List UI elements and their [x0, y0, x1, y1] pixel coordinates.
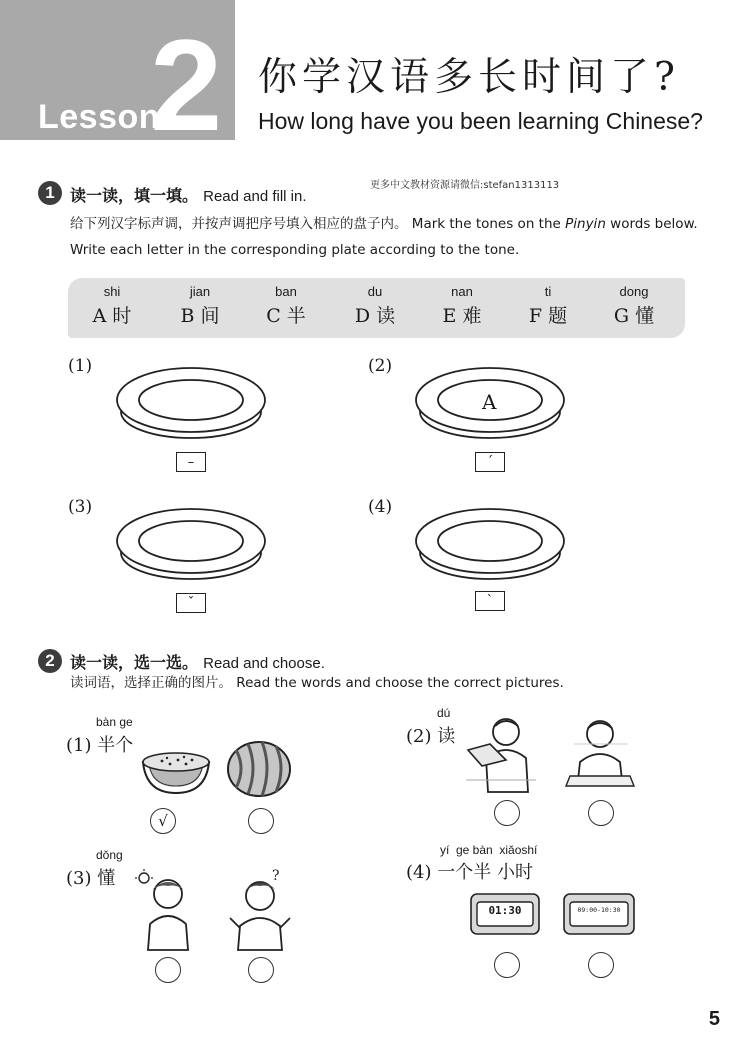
boy-reading-icon [462, 714, 540, 794]
lesson-number: 2 [150, 12, 223, 158]
half-watermelon-icon [140, 740, 212, 796]
char-chip-f: ti F 题 [528, 284, 568, 327]
item-3-choice-b[interactable] [248, 957, 274, 983]
item-2-pinyin: dú [437, 706, 451, 720]
char-chip-d: du D 读 [354, 284, 396, 327]
item-2-label: (2) 读 [406, 726, 456, 747]
boy-writing-icon [564, 714, 638, 794]
char-chip-b: jian B 间 [180, 284, 220, 327]
section-1-title-en: Read and fill in. [203, 188, 307, 205]
lesson-label: Lesson [38, 98, 161, 136]
section-2-title-cn: 读一读，选一选。 [70, 653, 199, 672]
instr2-en: Read the words and choose the correct pictures. [236, 675, 564, 691]
item-1-pinyin: bàn ge [96, 715, 133, 729]
section-2-title-en: Read and choose. [203, 655, 325, 672]
instr-en-b: words below. Write each letter in the corresponding plate according to the tone. [70, 216, 698, 258]
char-chip-e: nan E 难 [442, 284, 482, 327]
section-2-badge: 2 [38, 649, 62, 673]
plate-1-number: (1) [68, 356, 93, 376]
watermark-text: 更多中文教材资源请微信:stefan1313113 [370, 180, 560, 191]
item-4-choice-a[interactable] [494, 952, 520, 978]
plate-4-icon [414, 505, 566, 587]
instr-en-pinyin: Pinyin [565, 216, 606, 232]
whole-watermelon-icon [226, 738, 292, 798]
char-chip-a: shi A 时 [92, 284, 132, 327]
item-3-pinyin: dǒng [96, 848, 123, 862]
plate-3-number: (3) [68, 497, 93, 517]
item-2-choice-b[interactable] [588, 800, 614, 826]
clock-2-time: 09:00-10:30 [577, 906, 621, 914]
section-1-instructions [70, 211, 710, 263]
item-1-choice-b[interactable] [248, 808, 274, 834]
plate-1-tone-box: – [176, 452, 206, 472]
item-1-choice-a[interactable]: √ [150, 808, 176, 834]
clock-2-icon [563, 893, 635, 935]
plate-4-tone-box: ˋ [475, 591, 505, 611]
item-3-choice-a[interactable] [155, 957, 181, 983]
boy-confused-icon [228, 866, 294, 952]
item-1-label: (1) 半个 [66, 735, 134, 756]
item-4-pinyin: yí ge bàn xiǎoshí [440, 843, 538, 857]
item-4-label: (4) 一个半 小时 [406, 862, 533, 883]
page-title: 你学汉语多长时间了? [258, 55, 680, 100]
item-2-choice-a[interactable] [494, 800, 520, 826]
plate-2-tone-box: ˊ [475, 452, 505, 472]
section-1-badge: 1 [38, 181, 62, 205]
plate-3-tone-box: ˇ [176, 593, 206, 613]
section-1-title-cn: 读一读，填一填。 [70, 186, 199, 205]
item-4-choice-b[interactable] [588, 952, 614, 978]
section-2-instructions [70, 670, 710, 696]
section-1-heading [70, 183, 307, 206]
item-3-label: (3) 懂 [66, 868, 116, 889]
char-chip-g: dong G 懂 [613, 284, 655, 327]
plate-3-icon [115, 505, 267, 587]
page-subtitle: How long have you been learning Chinese? [258, 108, 703, 134]
instr-cn: 给下列汉字标声调，并按声调把序号填入相应的盘子内。 [70, 216, 408, 232]
girl-idea-icon [132, 868, 198, 952]
instr-en-a: Mark the tones on the [411, 216, 566, 232]
plate-2-content[interactable]: A [482, 390, 497, 414]
plate-4-number: (4) [368, 497, 393, 517]
clock-1-time: 01:30 [488, 904, 522, 917]
page-number: 5 [708, 1008, 720, 1030]
char-chip-c: ban C 半 [266, 284, 306, 327]
svg-text:?: ? [272, 868, 280, 884]
instr2-cn: 读词语，选择正确的图片。 [70, 675, 232, 691]
plate-2-number: (2) [368, 356, 393, 376]
plate-1-icon [115, 364, 267, 446]
